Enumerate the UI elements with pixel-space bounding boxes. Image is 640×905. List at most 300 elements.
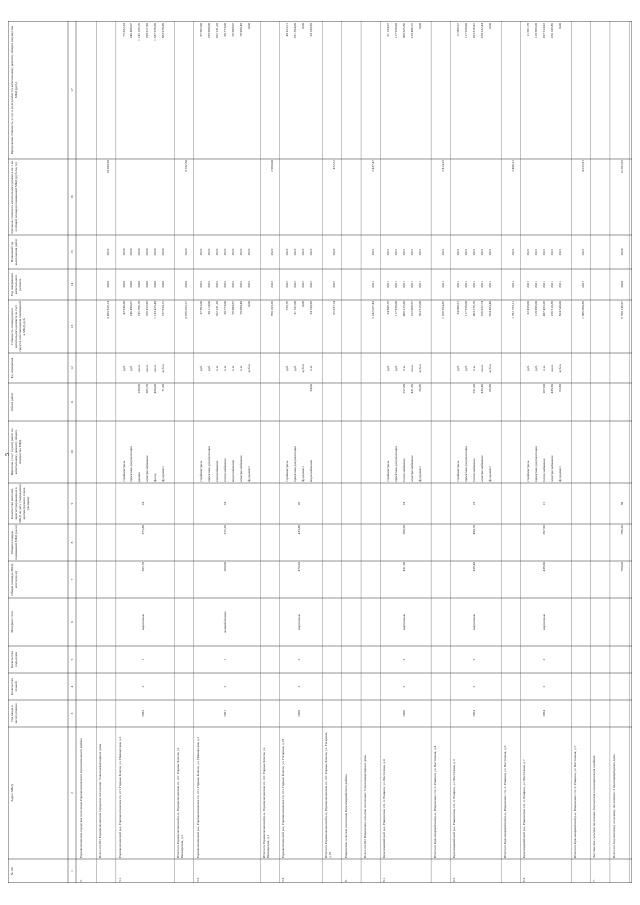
work-unit-cost: [402, 160, 410, 234]
total-label: Итого по Красноармейский р-н, Рощинское с/п, п. Рощино, ул. Восточная, д.4: [432, 745, 437, 858]
work-unit-cost: [137, 160, 145, 234]
work-unit-cost: [122, 160, 130, 234]
work-name: фундамент: [301, 466, 305, 482]
work-cost: 30 114,00: [207, 301, 212, 315]
total-year: 2021: [510, 281, 515, 288]
work-plan-year: 2022: [223, 248, 228, 256]
column-header: Объем работ: [10, 392, 14, 412]
work-volume: 395,70: [145, 384, 150, 394]
work-limit-cost: 0,00: [301, 23, 305, 29]
work-unit-cost: [472, 160, 480, 234]
house-address: Красноармейский р-н, Рощинское с/п, п. Рощино, ул. Восточная, д.7: [522, 759, 527, 858]
house-number: 6.2.: [452, 876, 457, 882]
work-cost: 42 946,60: [121, 301, 126, 315]
work-limit-cost: 220 109,89: [549, 23, 554, 39]
work-year: 2022: [230, 281, 235, 288]
work-year: 2021: [471, 281, 476, 288]
house-address: Горноключевский р-н, Горноключевское гп, пгт. Горные Ключи, ул. Пионерская, д.1: [195, 736, 200, 858]
work-year: 2021: [526, 281, 531, 288]
work-year: 2021: [541, 281, 546, 288]
work-name: фундамент: [160, 466, 165, 482]
house-address: Красноармейский р-н, Рощинское с/п, п. Рощино, ул. Восточная, д.3: [452, 759, 457, 858]
work-unit-cost: [410, 160, 418, 234]
work-year: 2021: [401, 281, 406, 288]
work-unit-cost: [418, 160, 426, 234]
work-name: теплоснабжение: [471, 458, 476, 482]
column-header: Количество жителей, зарегистрированных в МКД на дату утверждения краткосрочного плана (человек): [10, 484, 31, 523]
work-plan-year: 2021: [471, 248, 476, 256]
house-wall-material: кирпичные: [471, 613, 476, 631]
house-number: 6.1.: [382, 876, 387, 882]
house-wall-material: кирпичные: [541, 613, 546, 631]
work-year: 2020: [121, 281, 126, 288]
work-volume: [122, 384, 130, 420]
work-plan-year: 2021: [479, 248, 484, 256]
work-volume: [231, 384, 239, 420]
work-name: электроснабжение: [479, 455, 484, 482]
work-plan-year: 2021: [487, 248, 492, 256]
column-header: Плановый год выполнения работ: [10, 238, 19, 266]
house-area-total: 470,20: [297, 562, 302, 572]
work-plan-year: 2021: [393, 248, 398, 256]
column-number: 1: [70, 870, 74, 872]
work-cost: 487 483,26: [541, 301, 546, 317]
work-plan-year: 2020: [129, 248, 134, 256]
work-year: 2022: [207, 281, 212, 288]
column-header: Предельная стоимость услуг и (или) работ по капитальному ремонту общего имущества МКД (руб.): [10, 26, 19, 154]
work-unit: кв.м.: [549, 364, 554, 372]
work-volume: [129, 384, 137, 420]
column-header: № п/п: [10, 866, 14, 876]
work-volume: [526, 384, 534, 420]
work-volume: 34,00: [308, 384, 313, 392]
work-plan-year: 2022: [238, 248, 243, 256]
column-header: Количество этажей: [10, 678, 19, 695]
house-number: 5.1.: [117, 876, 122, 882]
work-name: электроснабжение: [549, 455, 554, 482]
work-volume: [534, 384, 542, 420]
column-number: 17: [70, 88, 74, 92]
work-volume: [239, 384, 247, 420]
work-name: фундамент: [557, 466, 562, 482]
work-limit-cost: 322 231,20: [215, 23, 220, 39]
work-limit-cost: 1 337 679,60: [153, 23, 157, 41]
work-year: 2022: [238, 281, 243, 288]
work-year: 2022: [223, 281, 228, 288]
work-cost: 1 133 425,48: [153, 301, 157, 319]
work-plan-year: 2021: [401, 248, 406, 256]
work-plan-year: 2021: [534, 248, 539, 256]
work-volume: [215, 384, 223, 420]
house-entrances: 2: [401, 658, 406, 661]
work-limit-cost: 0,00: [246, 23, 251, 29]
work-cost: 0,00: [246, 301, 251, 307]
work-unit-cost: [550, 160, 558, 234]
total-year: 2021: [440, 281, 445, 288]
total-plan-year: 2020: [184, 248, 189, 256]
work-name: фасад: [153, 473, 157, 482]
work-limit-cost: 0,00: [417, 23, 422, 29]
work-unit-cost: [394, 160, 402, 234]
section-title: Анучинское сельское поселение Анучинского муниципального района: [592, 755, 597, 858]
total-cost: 5 242 027,43: [370, 301, 375, 319]
work-limit-cost: 70 908,48: [238, 23, 243, 37]
work-unit: руб.: [285, 365, 290, 371]
work-plan-year: 2020: [160, 248, 165, 256]
total-unit-cost: 2 409,21: [510, 160, 515, 172]
total-unit-cost: 10 380,59: [106, 160, 111, 174]
house-entrances: 1: [141, 658, 146, 661]
work-unit: куб.м.: [417, 363, 422, 373]
work-cost: 34 089,21: [456, 301, 461, 315]
work-name: газоснабжение: [215, 460, 220, 482]
work-limit-cost: 75 652,33: [121, 23, 126, 37]
work-year: 2021: [409, 281, 414, 288]
house-residents: 26: [297, 501, 302, 506]
work-name: стройконтроль: [526, 460, 531, 482]
work-plan-year: 2022: [207, 248, 212, 256]
work-volume: [386, 384, 394, 420]
column-number: 3: [70, 712, 74, 715]
total-label: Итого по Горноключевский р-н, Горноключевское гп, пгт. Горные Ключи, ул. Гагарина, д.18: [324, 732, 333, 858]
work-plan-year: 2022: [199, 248, 204, 256]
work-unit: п.м.: [401, 365, 406, 371]
work-unit: руб.: [199, 365, 204, 371]
total-unit-cost: 12 392,95: [619, 160, 624, 174]
work-unit-cost: [153, 160, 161, 234]
capital-repair-plan-table: [8, 21, 632, 883]
work-name: проектная документация: [464, 446, 469, 482]
work-volume: 56,89: [417, 384, 422, 392]
work-cost: 32 458,00: [526, 301, 531, 315]
work-limit-cost: 0,00: [557, 23, 562, 29]
house-number: 6.3.: [522, 876, 527, 882]
work-year: 2022: [246, 281, 251, 288]
work-limit-cost: 48 413,11: [285, 23, 290, 37]
work-unit: кв.м.: [479, 364, 484, 372]
house-area-rooms: 390,50: [401, 525, 406, 535]
work-cost: 745 796,70: [137, 301, 142, 317]
work-year: 2021: [534, 281, 539, 288]
work-cost: 463 279,76: [471, 301, 476, 317]
work-year: 2021: [487, 281, 492, 288]
column-header: Общая площадь помещений МКД (кв.м): [10, 525, 19, 560]
work-plan-year: 2021: [526, 248, 531, 256]
column-header: Ед. измерения: [10, 357, 14, 379]
column-header: Год ввода в эксплуатацию: [10, 703, 19, 724]
work-unit-cost: [386, 160, 394, 234]
work-name: стройконтроль: [121, 460, 126, 482]
work-unit-cost: [231, 160, 239, 234]
house-year: 1960: [297, 710, 302, 717]
work-limit-cost: 0,00: [487, 23, 492, 29]
work-plan-year: 2022: [285, 248, 290, 256]
total-year: 2021: [580, 281, 585, 288]
total-label: Итого по Красноармейский р-н, Рощинское с/п, п. Рощино, ул. Восточная, д.7: [573, 745, 578, 858]
work-volume: [207, 384, 215, 420]
column-number: 9: [70, 502, 74, 505]
work-volume: 431,30: [409, 384, 414, 394]
work-cost: 31 107,00: [293, 301, 298, 315]
work-limit-cost: 833 978,80: [160, 23, 165, 39]
house-wall-material: кирпичные: [297, 613, 302, 631]
work-unit: п.м.: [238, 365, 243, 371]
column-number: 2: [70, 792, 74, 794]
work-volume: 438,60: [549, 384, 554, 394]
house-entrances: 2: [297, 658, 302, 661]
work-volume: [223, 384, 231, 420]
work-limit-cost: 246 480,07: [129, 23, 134, 39]
work-year: 2022: [285, 281, 290, 288]
column-header: Удельная стоимость капитального ремонта на 1 кв. м общей площади помещений МКД (руб./кв. м): [10, 160, 19, 234]
house-area-total: 260,00: [223, 562, 228, 572]
work-volume: [285, 384, 293, 420]
work-unit-cost: [293, 160, 301, 234]
work-unit: руб.: [386, 365, 391, 371]
work-unit-cost: [534, 160, 542, 234]
column-number: 8: [70, 541, 74, 544]
work-volume: 490,00: [153, 384, 157, 394]
work-name: стройконтроль: [456, 460, 461, 482]
work-cost: 34 809,79: [386, 301, 391, 315]
work-unit: п.м.: [215, 365, 220, 371]
work-unit-cost: [145, 160, 153, 234]
work-limit-cost: 37 692,00: [199, 23, 204, 37]
work-name: проектная документация: [293, 446, 298, 482]
work-volume: 71,60: [160, 384, 165, 392]
house-address: Горноключевский р-н, Горноключевское гп, пгт. Горные Ключи, ул. Гагарина, д.18: [281, 738, 286, 858]
work-plan-year: 2021: [557, 248, 562, 256]
total-unit-cost: 2 414,25: [440, 160, 445, 172]
work-cost: 729,76: [285, 301, 290, 311]
total-unit-cost: 8 182,50: [184, 160, 189, 172]
house-year: 1964: [541, 710, 546, 717]
house-area-total: 431,30: [401, 562, 406, 572]
house-residents: 24: [401, 501, 406, 506]
work-name: теплоснабжение: [223, 458, 228, 482]
total-area-rooms: 789,20: [619, 525, 624, 535]
work-year: 2021: [417, 281, 422, 288]
work-year: 2022: [301, 281, 305, 288]
total-residents: 38: [619, 501, 624, 506]
work-cost: 169 453,99: [145, 301, 150, 317]
work-name: теплоснабжение: [401, 458, 406, 482]
work-name: электроснабжение: [238, 455, 243, 482]
work-unit: п.м.: [471, 365, 476, 371]
work-limit-cost: 1 145 199,16: [137, 23, 142, 41]
house-wall-material: шлакоблочные: [223, 611, 228, 633]
work-unit: руб.: [464, 365, 469, 371]
column-number: 15: [70, 250, 74, 254]
work-year: 2021: [557, 281, 562, 288]
work-cost: 469 225,66: [401, 301, 406, 317]
work-plan-year: 2022: [301, 248, 305, 256]
work-unit: кв.м.: [409, 364, 414, 372]
total-unit-cost: 4 225,91: [580, 160, 585, 172]
work-name: стройконтроль: [285, 460, 290, 482]
work-name: проектная документация: [207, 446, 212, 482]
total-plan-year: 2020: [619, 248, 624, 256]
work-cost: 0,00: [301, 301, 305, 307]
total-year: 2020: [619, 281, 624, 288]
column-header: Перечень услуг и (или) работ по капитальному ремонту общего имущества МКД: [10, 428, 23, 476]
work-limit-cost: 59 608,67: [230, 23, 235, 37]
work-unit-cost: [129, 160, 137, 234]
total-label: Итого по Горноключевский р-н, Горноключевское гп, пгт. Горные Ключи, ул. Пионерская, д.1: [262, 746, 271, 858]
work-plan-year: 2020: [153, 248, 157, 256]
work-plan-year: 2021: [464, 248, 469, 256]
column-header: Адрес МКД: [10, 784, 14, 802]
work-plan-year: 2022: [293, 248, 298, 256]
work-cost: 246 480,07: [129, 301, 134, 317]
work-unit-cost: [558, 160, 566, 234]
total-unit-cost: 2 960,00: [269, 160, 274, 172]
work-plan-year: 2021: [456, 248, 461, 256]
column-number: 6: [70, 621, 74, 623]
house-area-rooms: 400,70: [471, 525, 476, 535]
work-year: 2022: [199, 281, 204, 288]
work-cost: 824 540,00: [557, 301, 562, 317]
work-cost: 737 950,15: [160, 301, 165, 317]
work-unit: п.м.: [230, 365, 235, 371]
work-cost: 954 483,40: [487, 301, 492, 317]
work-limit-cost: 199 908,00: [207, 23, 212, 39]
work-plan-year: 2022: [308, 248, 313, 256]
house-year: 1964: [471, 710, 476, 717]
house-area-total: 438,60: [541, 562, 546, 572]
total-label: Всего по Анучинскому сельскому поселению: 2 многоквартирных дома: [611, 754, 616, 858]
work-plan-year: 2021: [386, 248, 391, 256]
work-volume: 238,00: [137, 384, 142, 394]
section-title: Рощинское сельское поселение Красноармейского района: [343, 774, 348, 858]
work-year: 2022: [308, 281, 313, 288]
total-label: Всего по МО Рощинское сельское поселение: 3 многоквартирных дома: [362, 755, 367, 858]
house-floors: 2: [471, 685, 476, 688]
work-limit-cost: 11 091,78: [526, 23, 531, 37]
total-label: Итого по Красноармейский р-н, Рощинское с/п, п. Рощино, ул. Восточная, д.3: [503, 745, 507, 858]
work-cost: 117 958,00: [393, 301, 398, 317]
work-unit: п.м.: [223, 365, 228, 371]
work-year: 2020: [160, 281, 165, 288]
work-year: 2022: [293, 281, 298, 288]
column-header: Общая площадь МКД, всего (кв.м): [10, 563, 19, 596]
work-unit-cost: [199, 160, 207, 234]
work-limit-cost: 31 194,37: [386, 23, 391, 37]
work-unit-cost: [247, 160, 255, 234]
page-number: 5: [4, 452, 11, 456]
house-residents: 24: [223, 501, 228, 506]
work-year: 2020: [153, 281, 157, 288]
house-entrances: 1: [223, 658, 228, 661]
work-unit: кв.м.: [153, 364, 157, 372]
work-unit: руб.: [121, 365, 126, 371]
house-wall-material: кирпичные: [401, 613, 406, 631]
house-area-rooms: 433,80: [297, 525, 302, 535]
work-limit-cost: 117 958,00: [393, 23, 398, 39]
work-unit-cost: [285, 160, 293, 234]
work-cost: 322 231,20: [215, 301, 220, 317]
total-year: 2022: [332, 281, 337, 288]
house-year: 1983: [141, 710, 146, 717]
total-cost: 1 792 753,11: [510, 301, 515, 319]
house-year: 1966: [401, 710, 406, 717]
work-cost: 118 699,00: [534, 301, 539, 317]
work-limit-cost: 11 099,57: [456, 23, 461, 37]
work-volume: [301, 384, 309, 420]
total-cost: 760 103,28: [269, 301, 274, 317]
work-unit: руб.: [393, 365, 398, 371]
total-cost: 3 495 826,14: [106, 301, 111, 319]
work-year: 2020: [145, 281, 150, 288]
work-plan-year: 2020: [121, 248, 126, 256]
house-floors: 2: [541, 685, 546, 688]
work-limit-cost: 569 625,66: [401, 23, 406, 39]
column-number: 5: [70, 658, 74, 661]
work-unit: руб.: [534, 365, 539, 371]
work-limit-cost: 218 486,72: [409, 23, 414, 39]
work-name: фундамент: [487, 466, 492, 482]
work-unit: кв.м.: [145, 364, 150, 372]
column-header: Материал стен: [10, 611, 14, 633]
work-unit-cost: [223, 160, 231, 234]
work-year: 2021: [464, 281, 469, 288]
work-cost: 593 819,00: [417, 301, 422, 317]
house-address: Красноармейский р-н, Рощинское с/п, п. Рощино, ул. Восточная, д.4: [382, 759, 387, 858]
work-unit: руб.: [129, 365, 134, 371]
house-year: 1961: [223, 710, 228, 717]
work-name: теплоснабжение: [541, 458, 546, 482]
work-limit-cost: 118 699,00: [534, 23, 539, 39]
total-plan-year: 2021: [440, 248, 445, 256]
total-cost: 3 076 053,17: [184, 301, 189, 319]
total-year: 2020: [106, 281, 111, 288]
house-floors: 2: [223, 685, 228, 688]
work-volume: [456, 384, 464, 420]
house-number: 5.3.: [281, 876, 286, 882]
work-unit: п.м.: [541, 365, 546, 371]
total-plan-year: 2021: [580, 248, 585, 256]
work-cost: 37 692,00: [199, 301, 204, 315]
column-number: 10: [70, 450, 74, 454]
total-label: Итого по Горноключевский р-н, Горноключевское гп, пгт. Горные Ключи, ул. Пионерская, д.2: [176, 746, 185, 858]
work-unit: кв.м.: [137, 364, 142, 372]
work-name: проектная документация: [129, 446, 134, 482]
work-unit: куб.м.: [487, 363, 492, 373]
work-volume: 251,00: [471, 384, 476, 394]
work-plan-year: 2020: [145, 248, 150, 256]
work-limit-cost: 297 614,92: [541, 23, 546, 39]
house-area-total: 439,40: [471, 562, 476, 572]
column-number: 12: [70, 366, 74, 370]
total-unit-cost: 472,51: [332, 160, 337, 170]
work-name: крыша: [137, 472, 142, 482]
column-number: 13: [70, 324, 74, 329]
total-year: 2021: [370, 281, 375, 288]
work-volume: 257,00: [401, 384, 406, 394]
work-name: электроснабжение: [409, 455, 414, 482]
total-plan-year: 2022: [332, 248, 337, 256]
work-year: 2021: [479, 281, 484, 288]
column-number: 11: [70, 400, 74, 404]
work-limit-cost: 220 532,44: [479, 23, 484, 39]
house-floors: 2: [401, 685, 406, 688]
work-name: стройконтроль: [199, 460, 204, 482]
work-unit-cost: [542, 160, 550, 234]
section-number: 6.: [343, 879, 348, 882]
work-unit: руб.: [293, 365, 298, 371]
column-number: 4: [70, 685, 74, 688]
work-year: 2021: [549, 281, 554, 288]
